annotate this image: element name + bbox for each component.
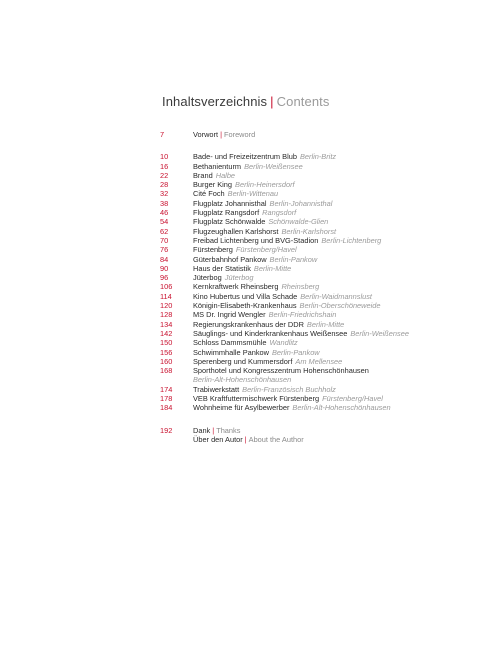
- page-number: 7: [160, 130, 165, 139]
- page-title: [162, 94, 329, 109]
- toc-entry: [160, 227, 460, 236]
- entry-body: [193, 208, 460, 217]
- toc-entry: [160, 366, 460, 385]
- toc-entry: [160, 385, 460, 394]
- page-number: 178: [160, 394, 173, 404]
- toc-entry: [160, 292, 460, 301]
- spacer: [160, 139, 460, 152]
- toc-entry: [160, 255, 460, 264]
- entry-body: [193, 338, 460, 347]
- page-number: 90: [160, 263, 169, 273]
- page-number: 168: [160, 366, 173, 376]
- entry-title: Sperenberg und Kummersdorf: [193, 356, 293, 366]
- entry-location: Rheinsberg: [281, 282, 320, 292]
- toc-entry: [160, 236, 460, 245]
- page-number: 84: [160, 254, 169, 264]
- page-title-en: Contents: [276, 94, 330, 109]
- page-number: 70: [160, 235, 169, 245]
- entry-body: [193, 273, 460, 282]
- toc-entry: [160, 189, 460, 198]
- entry-title: Güterbahnhof Pankow: [193, 254, 267, 264]
- entry-body: [193, 329, 460, 338]
- toc-entry: [160, 217, 460, 226]
- toc-entry: [160, 180, 460, 189]
- entry-title-en: Thanks: [216, 425, 241, 435]
- page-number: 192: [160, 425, 173, 435]
- entry-body: [193, 394, 460, 403]
- entry-location: Am Mellensee: [295, 356, 343, 366]
- entry-body: [193, 255, 460, 264]
- toc-entry: [160, 162, 460, 171]
- page-number: 150: [160, 338, 173, 348]
- toc-entry: [160, 208, 460, 217]
- entry-location: Jüterbog: [224, 273, 254, 283]
- entry-title: MS Dr. Ingrid Wengler: [193, 310, 266, 320]
- page-number: 184: [160, 403, 173, 413]
- entry-location: Halbe: [215, 170, 236, 180]
- entry-title: Haus der Statistik: [193, 263, 251, 273]
- entry-location: Berlin-Britz: [299, 152, 337, 162]
- page-number: 114: [160, 291, 172, 301]
- page-number: 106: [160, 282, 173, 292]
- entry-location: Berlin-Mitte: [306, 319, 345, 329]
- toc-entry: [160, 348, 460, 357]
- entry-location: Berlin-Johannisthal: [269, 198, 333, 208]
- entry-title: Bade- und Freizeitzentrum Blub: [193, 152, 297, 162]
- entry-title: Wohnheime für Asylbewerber: [193, 403, 290, 413]
- entry-body: [193, 282, 460, 291]
- entry-location: Berlin-Alt-Hohenschönhausen: [292, 403, 391, 413]
- title-separator: |: [270, 94, 274, 109]
- entry-body: [193, 152, 460, 161]
- entry-location: Berlin-Französisch Buchholz: [242, 384, 336, 394]
- toc-entry: [160, 273, 460, 282]
- entry-location: Berlin-Lichtenberg: [321, 235, 382, 245]
- entry-location: Berlin-Mitte: [253, 263, 292, 273]
- entry-separator: |: [244, 434, 247, 444]
- page-number: 76: [160, 245, 169, 255]
- entry-title: Trabiwerkstatt: [193, 384, 240, 394]
- entry-title: Flugzeughallen Karlshorst: [193, 226, 279, 236]
- toc-entry: [160, 338, 460, 347]
- entry-body: [193, 199, 460, 208]
- page-number: 134: [160, 319, 173, 329]
- entry-title: Kernkraftwerk Rheinsberg: [193, 282, 279, 292]
- entry-title: Dank: [193, 425, 211, 435]
- entry-body: [193, 366, 460, 385]
- entry-location: Berlin-Wittenau: [227, 189, 279, 199]
- entry-title-en: Foreword: [223, 130, 256, 139]
- page-number: 22: [160, 170, 169, 180]
- entry-location: Wandlitz: [269, 338, 298, 348]
- page-number: 120: [160, 301, 173, 311]
- entry-body: [193, 348, 460, 357]
- page-number: 62: [160, 226, 169, 236]
- entry-body: [193, 264, 460, 273]
- entry-location: Berlin-Weißensee: [244, 161, 303, 171]
- entry-title: Bethanienturm: [193, 161, 242, 171]
- entry-body: [193, 189, 460, 198]
- entry-location: Fürstenberg/Havel: [235, 245, 297, 255]
- entry-title: Königin-Elisabeth-Krankenhaus: [193, 301, 297, 311]
- entry-body: [193, 217, 460, 226]
- entry-separator: |: [220, 130, 222, 139]
- page-number: 156: [160, 347, 173, 357]
- toc-entry: [160, 329, 460, 338]
- page-number: 46: [160, 208, 169, 218]
- entry-title: Über den Autor: [193, 434, 243, 444]
- entry-body: [193, 301, 460, 310]
- page-number: 96: [160, 273, 169, 283]
- entry-body: [193, 403, 460, 412]
- toc-entry: [160, 310, 460, 319]
- entry-body: [193, 245, 460, 254]
- page-number: 38: [160, 198, 169, 208]
- entry-body: [193, 385, 460, 394]
- spacer: [160, 413, 460, 426]
- page-title-de: Inhaltsverzeichnis: [162, 94, 268, 109]
- toc-entry: [160, 357, 460, 366]
- toc-entry: [160, 301, 460, 310]
- entry-location: Berlin-Heinersdorf: [235, 180, 295, 190]
- entry-body: [193, 435, 460, 444]
- entry-separator: |: [212, 425, 215, 435]
- toc-entry: [160, 320, 460, 329]
- entry-title: Fürstenberg: [193, 245, 233, 255]
- entry-location: Schönwalde-Glien: [268, 217, 329, 227]
- entry-location: Berlin-Pankow: [269, 254, 318, 264]
- entry-title: Flugplatz Rangsdorf: [193, 208, 260, 218]
- entry-location: Berlin-Karlshorst: [281, 226, 337, 236]
- page-number: 160: [160, 356, 173, 366]
- entry-title: Cité Foch: [193, 189, 225, 199]
- entry-body: [193, 426, 460, 435]
- entry-location: Rangsdorf: [262, 208, 297, 218]
- toc-entry: [160, 282, 460, 291]
- page-number: 10: [160, 152, 169, 162]
- entry-body: [193, 292, 460, 301]
- entry-title: Freibad Lichtenberg und BVG-Stadion: [193, 235, 319, 245]
- entry-location: Berlin-Pankow: [272, 347, 320, 357]
- entry-location: Fürstenberg/Havel: [322, 394, 383, 404]
- entry-body: [193, 310, 460, 319]
- page-number: 28: [160, 180, 169, 190]
- toc-entry: [160, 245, 460, 254]
- toc-list: [160, 130, 460, 444]
- toc-entry: [160, 199, 460, 208]
- toc-outro: [160, 426, 460, 445]
- entry-title: VEB Kraftfuttermischwerk Fürstenberg: [193, 394, 320, 404]
- entry-body: [193, 162, 460, 171]
- entry-title: Jüterbog: [193, 273, 222, 283]
- page-number: 128: [160, 310, 173, 320]
- toc-entry-intro: [160, 130, 460, 139]
- entry-title: Säuglings- und Kinderkrankenhaus Weißensee: [193, 328, 348, 338]
- toc-entry: [160, 403, 460, 412]
- entry-title: Regierungskrankenhaus der DDR: [193, 319, 304, 329]
- toc-entry: [160, 152, 460, 161]
- entry-title: Sporthotel und Kongresszentrum Hohenschönhausen: [193, 366, 369, 376]
- toc-entry: [160, 435, 460, 444]
- entry-location: Berlin-Weißensee: [350, 328, 409, 338]
- entry-title: Flugplatz Schönwalde: [193, 217, 266, 227]
- entry-body: [193, 180, 460, 189]
- entry-location: Berlin-Friedrichshain: [268, 310, 337, 320]
- entry-title: Burger King: [193, 180, 233, 190]
- page-number: 32: [160, 189, 169, 199]
- entry-title: Schloss Dammsmühle: [193, 338, 267, 348]
- entry-body: [193, 357, 460, 366]
- entry-title-en: About the Author: [248, 434, 304, 444]
- toc-entry: [160, 394, 460, 403]
- page-number: 54: [160, 217, 169, 227]
- entry-location: Berlin-Oberschöneweide: [299, 301, 381, 311]
- toc-entries: [160, 152, 460, 412]
- page-number: 174: [160, 384, 173, 394]
- page-number: 142: [160, 328, 173, 338]
- entry-title: Flugplatz Johannisthal: [193, 198, 267, 208]
- page-number: 16: [160, 161, 169, 171]
- entry-title: Vorwort: [193, 130, 219, 139]
- entry-title: Kino Hubertus und Villa Schade: [193, 291, 298, 301]
- entry-body: [193, 171, 460, 180]
- toc-entry: [160, 426, 460, 435]
- entry-location: Berlin-Alt-Hohenschönhausen: [193, 375, 292, 385]
- toc-entry: [160, 171, 460, 180]
- entry-body: [193, 236, 460, 245]
- entry-body: [193, 320, 460, 329]
- toc-entry: [160, 264, 460, 273]
- entry-location: Berlin-Waidmannslust: [300, 291, 372, 301]
- entry-title: Schwimmhalle Pankow: [193, 347, 269, 357]
- entry-body: [193, 227, 460, 236]
- entry-title: Brand: [193, 170, 213, 180]
